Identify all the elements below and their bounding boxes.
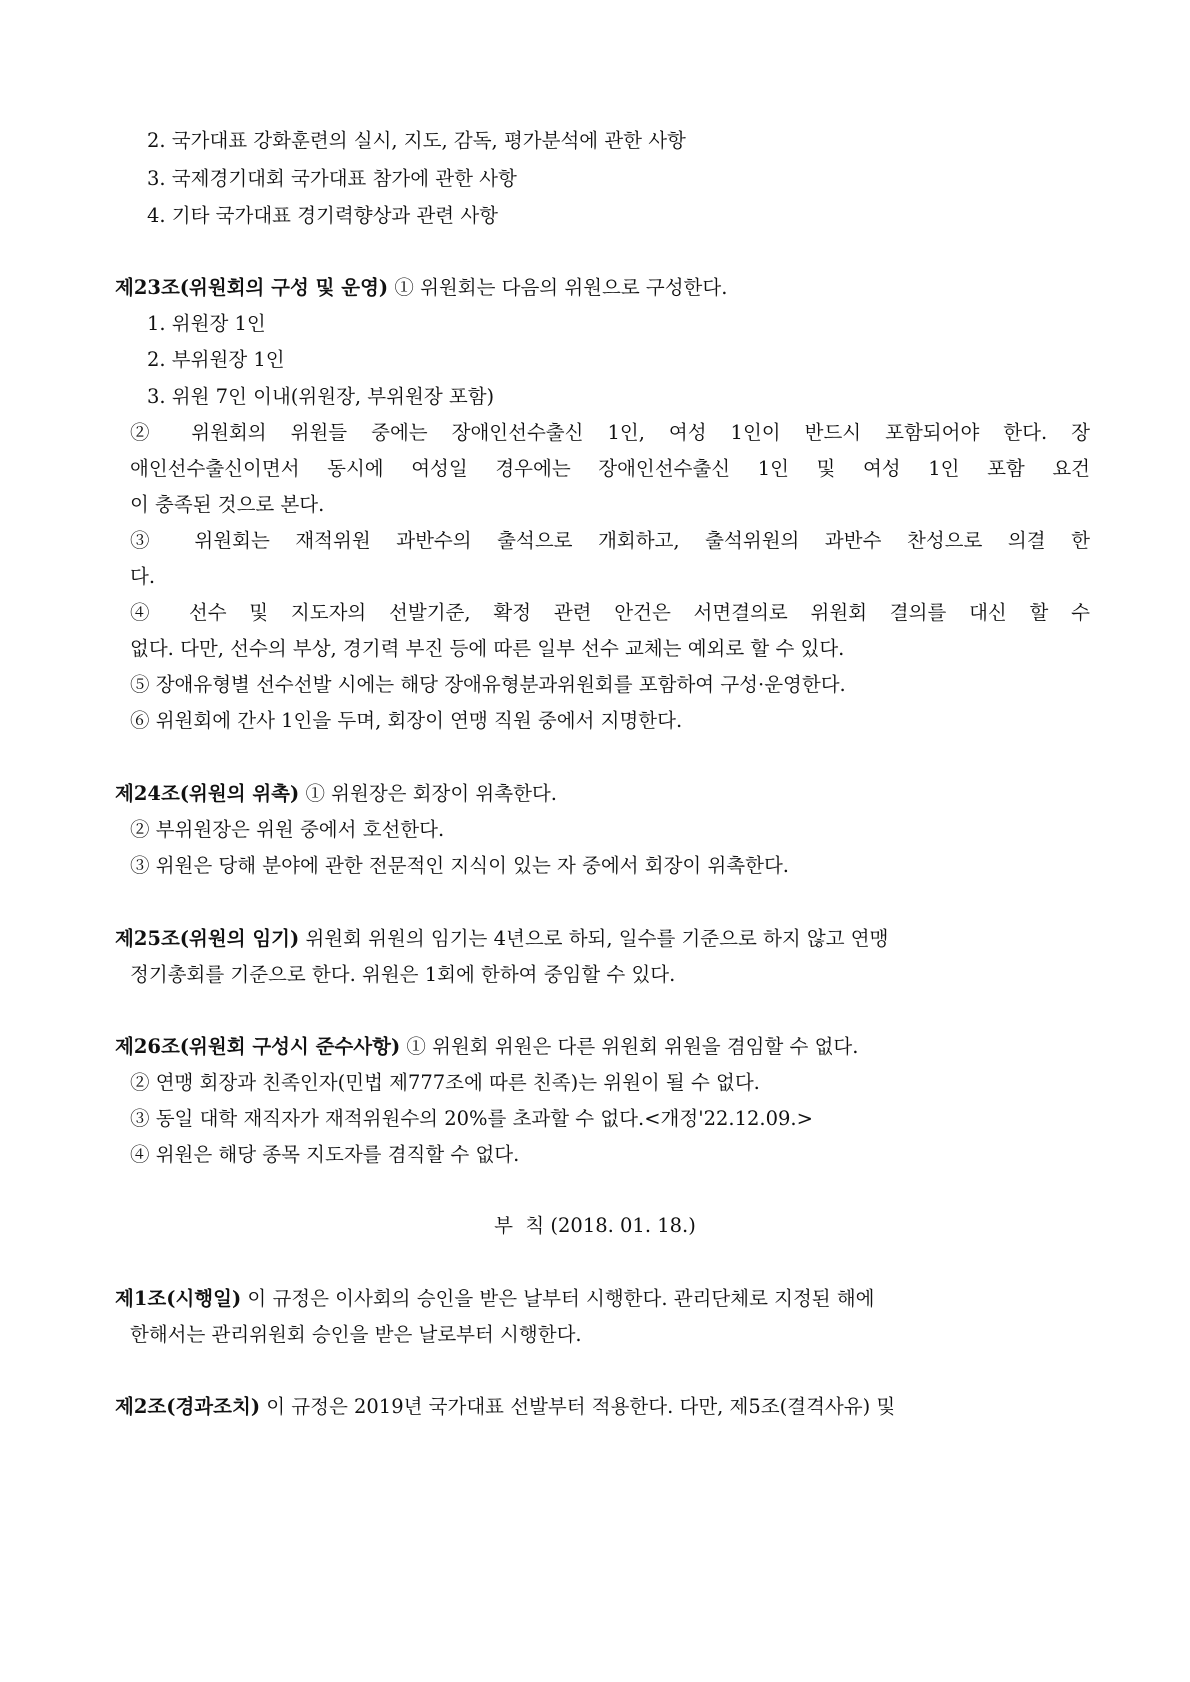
article-24-para-2: ② 부위원장은 위원 중에서 호선한다. <box>130 818 445 841</box>
addenda-article-2-lead: 이 규정은 2019년 국가대표 선발부터 적용한다. 다만, 제5조(결격사유) 및 <box>260 1395 896 1418</box>
article-23-para-2-line-3: 이 충족된 것으로 본다. <box>130 493 325 516</box>
article-26-heading: 제26조(위원회 구성시 준수사항) <box>115 1035 401 1058</box>
article-24-para-3: ③ 위원은 당해 분야에 관한 전문적인 지식이 있는 자 중에서 회장이 위촉한다. <box>130 854 789 877</box>
addenda-article-1-continuation: 한해서는 관리위원회 승인을 받은 날로부터 시행한다. <box>130 1323 582 1346</box>
list-item: 2. 부위원장 1인 <box>147 348 285 371</box>
list-item: 4. 기타 국가대표 경기력향상과 관련 사항 <box>147 204 498 227</box>
addenda-article-1-lead: 이 규정은 이사회의 승인을 받은 날부터 시행한다. 관리단체로 지정된 해에 <box>241 1287 875 1310</box>
article-23-para-5: ⑤ 장애유형별 선수선발 시에는 해당 장애유형분과위원회를 포함하여 구성·운영한다. <box>130 673 846 696</box>
article-24-lead: ① 위원장은 회장이 위촉한다. <box>299 782 557 805</box>
article-24-first-line <box>115 781 557 807</box>
article-26-lead: ① 위원회 위원은 다른 위원회 위원을 겸임할 수 없다. <box>400 1035 859 1058</box>
list-item: 3. 위원 7인 이내(위원장, 부위원장 포함) <box>147 385 495 408</box>
article-23-para-2-line-1: ② 위원회의 위원들 중에는 장애인선수출신 1인, 여성 1인이 반드시 포함되어야 한다. 장 <box>130 421 1090 444</box>
article-25-heading: 제25조(위원의 임기) <box>115 927 300 950</box>
article-23-para-4-line-2: 없다. 다만, 선수의 부상, 경기력 부진 등에 따른 일부 선수 교체는 예외로 할 수 있다. <box>130 637 845 660</box>
article-26-para-2: ② 연맹 회장과 친족인자(민법 제777조에 따른 친족)는 위원이 될 수 없다. <box>130 1071 760 1094</box>
addenda-article-2-first-line <box>115 1394 895 1420</box>
article-23-para-3-line-2: 다. <box>130 565 156 588</box>
article-26-para-4: ④ 위원은 해당 종목 지도자를 겸직할 수 없다. <box>130 1143 520 1166</box>
list-item: 1. 위원장 1인 <box>147 312 266 335</box>
article-23-first-line <box>115 275 727 301</box>
article-24-heading: 제24조(위원의 위촉) <box>115 782 300 805</box>
addenda-article-1-first-line <box>115 1286 875 1312</box>
article-26-first-line <box>115 1034 858 1060</box>
list-item: 3. 국제경기대회 국가대표 참가에 관한 사항 <box>147 167 517 190</box>
article-25-first-line <box>115 926 888 952</box>
article-25-lead: 위원회 위원의 임기는 4년으로 하되, 일수를 기준으로 하지 않고 연맹 <box>299 927 889 950</box>
article-23-para-2-line-2: 애인선수출신이면서 동시에 여성일 경우에는 장애인선수출신 1인 및 여성 1인 포함 요건 <box>130 457 1090 480</box>
article-26-para-3: ③ 동일 대학 재직자가 재적위원수의 20%를 초과할 수 없다.<개정'22.12.09.> <box>130 1107 813 1130</box>
addenda-article-1-heading: 제1조(시행일) <box>115 1287 242 1310</box>
article-23-heading: 제23조(위원회의 구성 및 운영) <box>115 276 389 299</box>
article-25-continuation: 정기총회를 기준으로 한다. 위원은 1회에 한하여 중임할 수 있다. <box>130 963 676 986</box>
article-23-para-4-line-1: ④ 선수 및 지도자의 선발기준, 확정 관련 안건은 서면결의로 위원회 결의를 대신 할 수 <box>130 601 1090 624</box>
article-23-para-6: ⑥ 위원회에 간사 1인을 두며, 회장이 연맹 직원 중에서 지명한다. <box>130 709 683 732</box>
addenda-article-2-heading: 제2조(경과조치) <box>115 1395 261 1418</box>
article-23-lead: ① 위원회는 다음의 위원으로 구성한다. <box>388 276 728 299</box>
article-23-para-3-line-1: ③ 위원회는 재적위원 과반수의 출석으로 개회하고, 출석위원의 과반수 찬성으로 의결 한 <box>130 529 1090 552</box>
addenda-title: 부 칙 (2018. 01. 18.) <box>494 1214 696 1237</box>
list-item: 2. 국가대표 강화훈련의 실시, 지도, 감독, 평가분석에 관한 사항 <box>147 129 686 152</box>
